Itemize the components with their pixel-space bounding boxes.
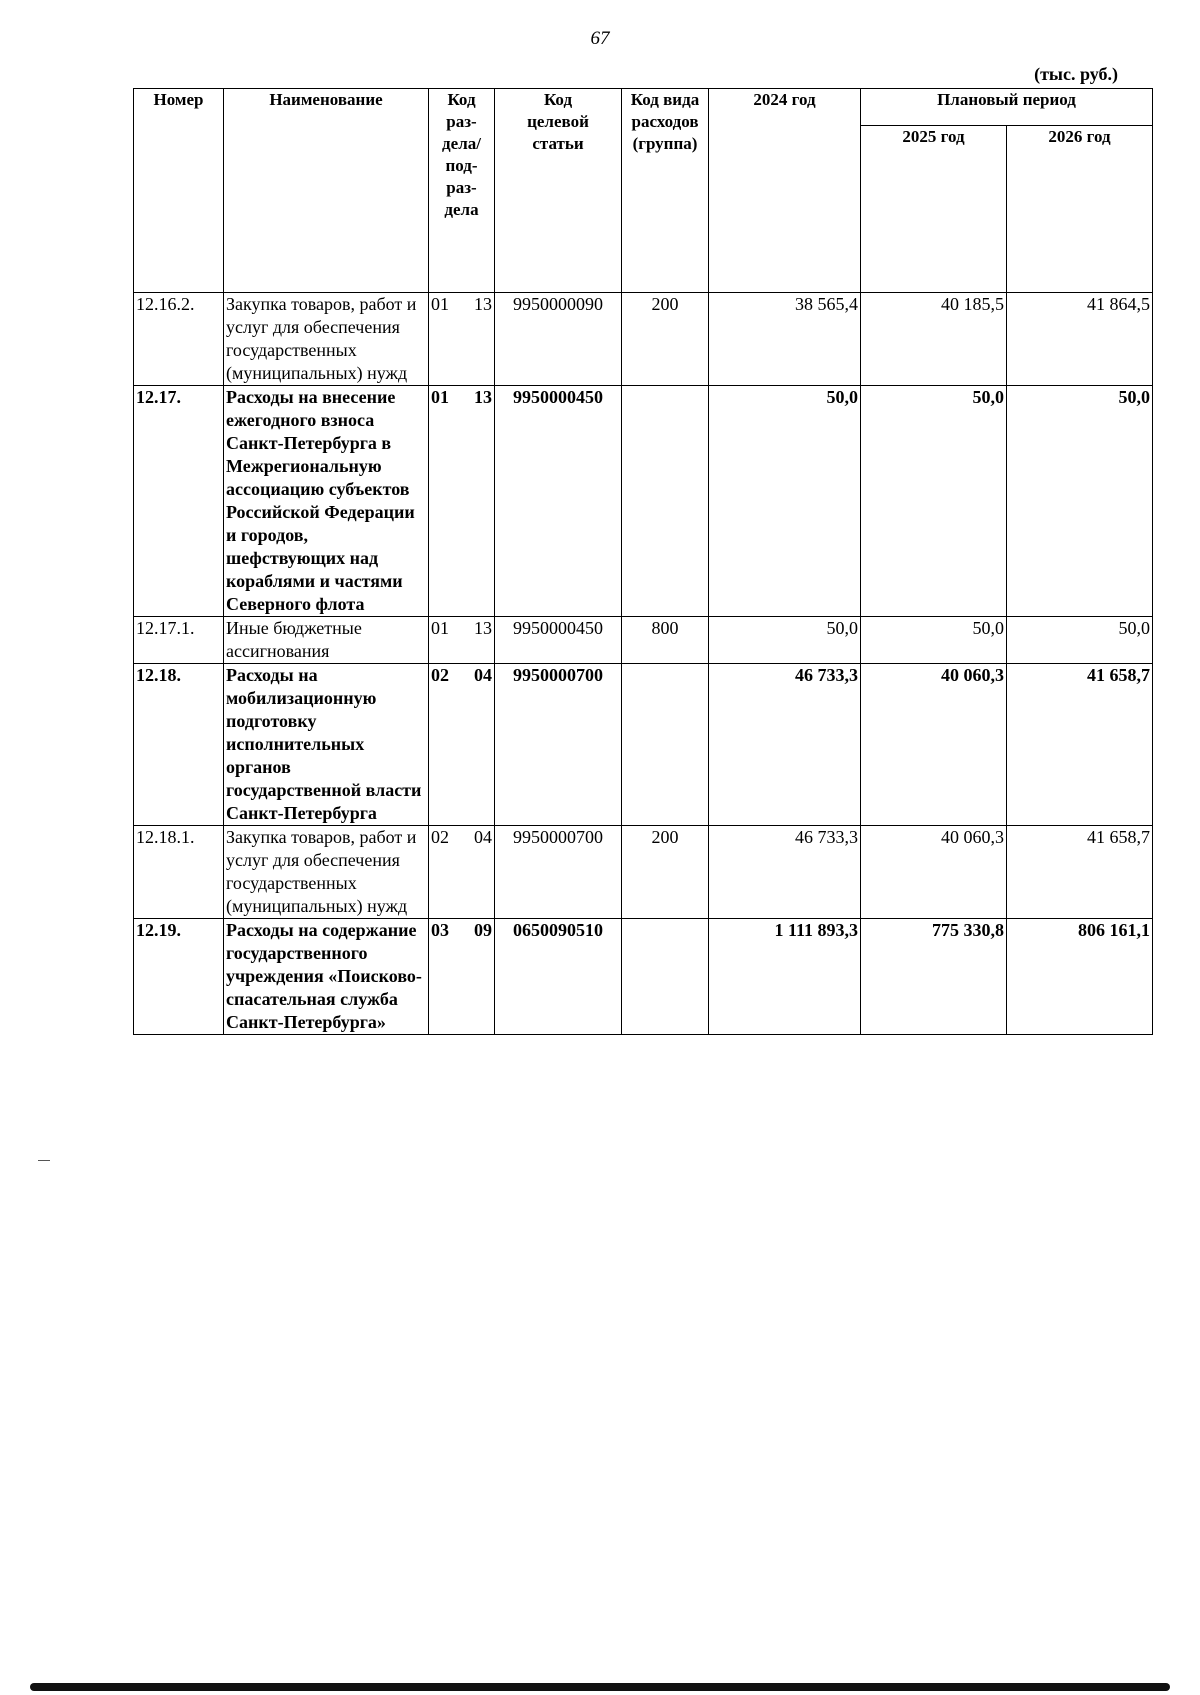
row-amount-2024: 1 111 893,3 [709,919,861,1035]
row-amount-2025: 40 060,3 [861,664,1007,826]
section-code: 02 [431,665,449,685]
row-target-code: 9950000450 [495,617,622,664]
row-number: 12.19. [134,919,224,1035]
row-amount-2025: 40 060,3 [861,826,1007,919]
row-name: Расходы на внесение ежегодного взноса Санкт-Петербурга в Межрегиональную ассоциацию субъектов Российской Федерации и городов, шефствующих над кораблями и частями Северного флота [224,386,429,617]
budget-table [133,88,1153,1035]
row-name: Закупка товаров, работ и услуг для обеспечения государственных (муниципальных) нужд [224,293,429,386]
header-section-code: Код раз- дела/ под- раз- дела [429,89,495,293]
subsection-code: 13 [474,387,492,407]
row-amount-2024: 38 565,4 [709,293,861,386]
header-expense-type: Код вида расходов (группа) [622,89,709,293]
header-2024: 2024 год [709,89,861,293]
page-number: 67 [590,28,610,49]
row-target-code: 9950000700 [495,826,622,919]
row-amount-2026: 41 658,7 [1007,826,1153,919]
header-2025: 2025 год [861,126,1007,293]
section-code: 02 [431,827,449,847]
section-code: 01 [431,387,449,407]
row-amount-2025: 50,0 [861,386,1007,617]
row-expense-type [622,386,709,617]
row-expense-type: 200 [622,826,709,919]
row-section-code [429,664,495,826]
row-number: 12.17.1. [134,617,224,664]
units-label: (тыс. руб.) [1034,64,1118,84]
subsection-code: 04 [474,827,492,847]
header-name: Наименование [224,89,429,293]
row-target-code: 9950000450 [495,386,622,617]
table-row [134,826,1153,919]
row-amount-2024: 46 733,3 [709,664,861,826]
row-expense-type [622,664,709,826]
scan-edge-bar [30,1683,1170,1691]
row-target-code: 9950000700 [495,664,622,826]
row-amount-2025: 50,0 [861,617,1007,664]
table-row [134,617,1153,664]
row-amount-2026: 50,0 [1007,617,1153,664]
row-section-code [429,293,495,386]
row-amount-2026: 41 864,5 [1007,293,1153,386]
row-expense-type: 200 [622,293,709,386]
row-expense-type: 800 [622,617,709,664]
row-amount-2026: 41 658,7 [1007,664,1153,826]
row-name: Иные бюджетные ассигнования [224,617,429,664]
row-section-code [429,617,495,664]
section-code: 01 [431,294,449,314]
row-number: 12.18.1. [134,826,224,919]
table-row [134,293,1153,386]
table-row [134,386,1153,617]
row-amount-2025: 775 330,8 [861,919,1007,1035]
row-amount-2026: 806 161,1 [1007,919,1153,1035]
row-amount-2025: 40 185,5 [861,293,1007,386]
row-section-code [429,386,495,617]
header-planned-period: Плановый период [861,89,1153,126]
subsection-code: 13 [474,294,492,314]
header-row [134,89,1153,126]
table-body [134,293,1153,1035]
row-amount-2026: 50,0 [1007,386,1153,617]
row-amount-2024: 50,0 [709,617,861,664]
row-target-code: 0650090510 [495,919,622,1035]
row-name: Расходы на мобилизационную подготовку исполнительных органов государственной власти Санкт-Петербурга [224,664,429,826]
row-section-code [429,826,495,919]
row-amount-2024: 50,0 [709,386,861,617]
margin-mark [38,1160,50,1161]
row-number: 12.18. [134,664,224,826]
subsection-code: 04 [474,665,492,685]
row-target-code: 9950000090 [495,293,622,386]
header-2026: 2026 год [1007,126,1153,293]
subsection-code: 13 [474,618,492,638]
table-row [134,919,1153,1035]
row-expense-type [622,919,709,1035]
section-code: 03 [431,920,449,940]
section-code: 01 [431,618,449,638]
table-row [134,664,1153,826]
row-number: 12.17. [134,386,224,617]
row-amount-2024: 46 733,3 [709,826,861,919]
row-name: Закупка товаров, работ и услуг для обеспечения государственных (муниципальных) нужд [224,826,429,919]
row-number: 12.16.2. [134,293,224,386]
header-target-code: Код целевой статьи [495,89,622,293]
row-name: Расходы на содержание государственного учреждения «Поисково-спасательная служба Санкт-Петербурга» [224,919,429,1035]
header-number: Номер [134,89,224,293]
row-section-code [429,919,495,1035]
subsection-code: 09 [474,920,492,940]
